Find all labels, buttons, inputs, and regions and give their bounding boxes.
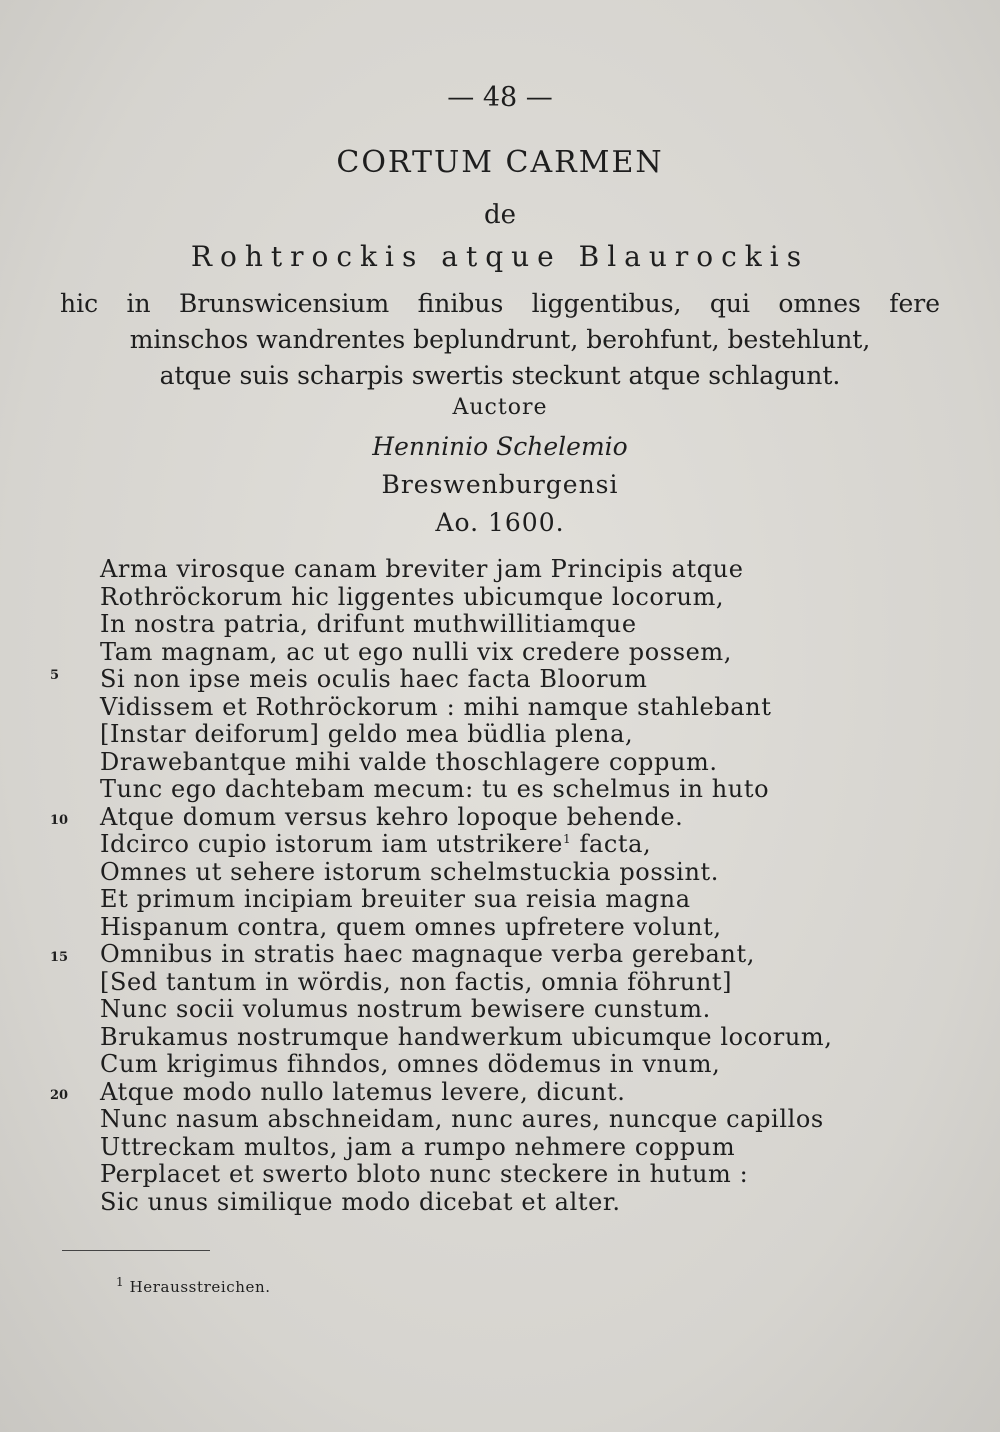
verse-line: Tam magnam, ac ut ego nulli vix credere possem, [100,637,732,666]
verse-line-with-footnote [100,831,920,859]
description-line-1: hic in Brunswicensium finibus liggentibus, qui omnes fere [60,289,940,318]
verse-line: Nunc nasum abschneidam, nunc aures, nuncque capillos [100,1105,824,1133]
verse-line: Perplacet et swerto bloto nunc steckere in hutum : [100,1160,749,1188]
verse-line: Omnes ut sehere istorum schelmstuckia possint. [100,857,719,886]
line-number: 10 [50,813,69,828]
verse-line: Arma virosque canam breviter jam Principis atque [100,555,744,583]
verse-line: Omnibus in stratis haec magnaque verba gerebant, [100,940,755,968]
verse-line: Hispanum contra, quem omnes upfretere volunt, [100,912,722,941]
verse-line: Uttreckam multos, jam a rumpo nehmere coppum [100,1132,736,1161]
verse-line: [Sed tantum in wördis, non factis, omnia föhrunt] [100,967,733,996]
footnote-divider [62,1250,210,1251]
description [60,286,940,394]
verse-line: Cum krigimus fihndos, omnes dödemus in vnum, [100,1050,721,1078]
page-title: CORTUM CARMEN [336,145,664,180]
verse-line: Drawebantque mihi valde thoschlagere coppum. [100,747,718,776]
author-origin: Breswenburgensi [381,470,619,499]
verse-line-tail: facta, [579,830,652,858]
verse-line: Tunc ego dachtebam mecum: tu es schelmus in huto [100,775,770,803]
verse-line: [Instar deiforum] geldo mea büdlia plena, [100,720,634,748]
verse-line: Sic unus similique modo dicebat et alter. [100,1187,621,1216]
page-number: — 48 — [447,82,553,113]
verse-line: In nostra patria, drifunt muthwillitiamque [100,610,637,638]
line-number: 20 [50,1088,69,1103]
auctore-label: Auctore [452,395,548,420]
line-number: 15 [50,950,69,965]
verse-line: Et primum incipiam breuiter sua reisia magna [100,885,691,913]
description-line-3: atque suis scharpis swertis steckunt atque schlagunt. [159,361,841,390]
verse-line: Atque domum versus kehro lopoque behende. [100,802,684,831]
poem [100,556,920,1216]
verse-line: Atque modo nullo latemus levere, dicunt. [100,1077,626,1106]
line-number: 5 [50,668,60,683]
verse-line: Nunc socii volumus nostrum bewisere cunstum. [100,995,711,1023]
footnote-marker: 1 [562,832,572,846]
verse-line: Vidissem et Rothröckorum : mihi namque stahlebant [100,692,772,721]
description-line-2: minschos wandrentes beplundrunt, berohfunt, bestehlunt, [129,325,871,354]
author-name: Henninio Schelemio [372,432,628,461]
footnote-number: 1 [116,1275,125,1289]
subtitle: Rohtrockis atque Blaurockis [190,240,810,273]
title-preposition: de [483,200,517,230]
verse-line: Rothröckorum hic liggentes ubicumque locorum, [100,582,725,611]
verse-line-text: Idcirco cupio istorum iam utstrikere [100,830,563,858]
publication-year: Ao. 1600. [435,508,565,537]
footnote-text: Herausstreichen. [129,1278,271,1296]
footnote [116,1275,271,1296]
verse-line: Si non ipse meis oculis haec facta Bloorum [100,665,648,693]
verse-line: Brukamus nostrumque handwerkum ubicumque locorum, [100,1022,833,1051]
